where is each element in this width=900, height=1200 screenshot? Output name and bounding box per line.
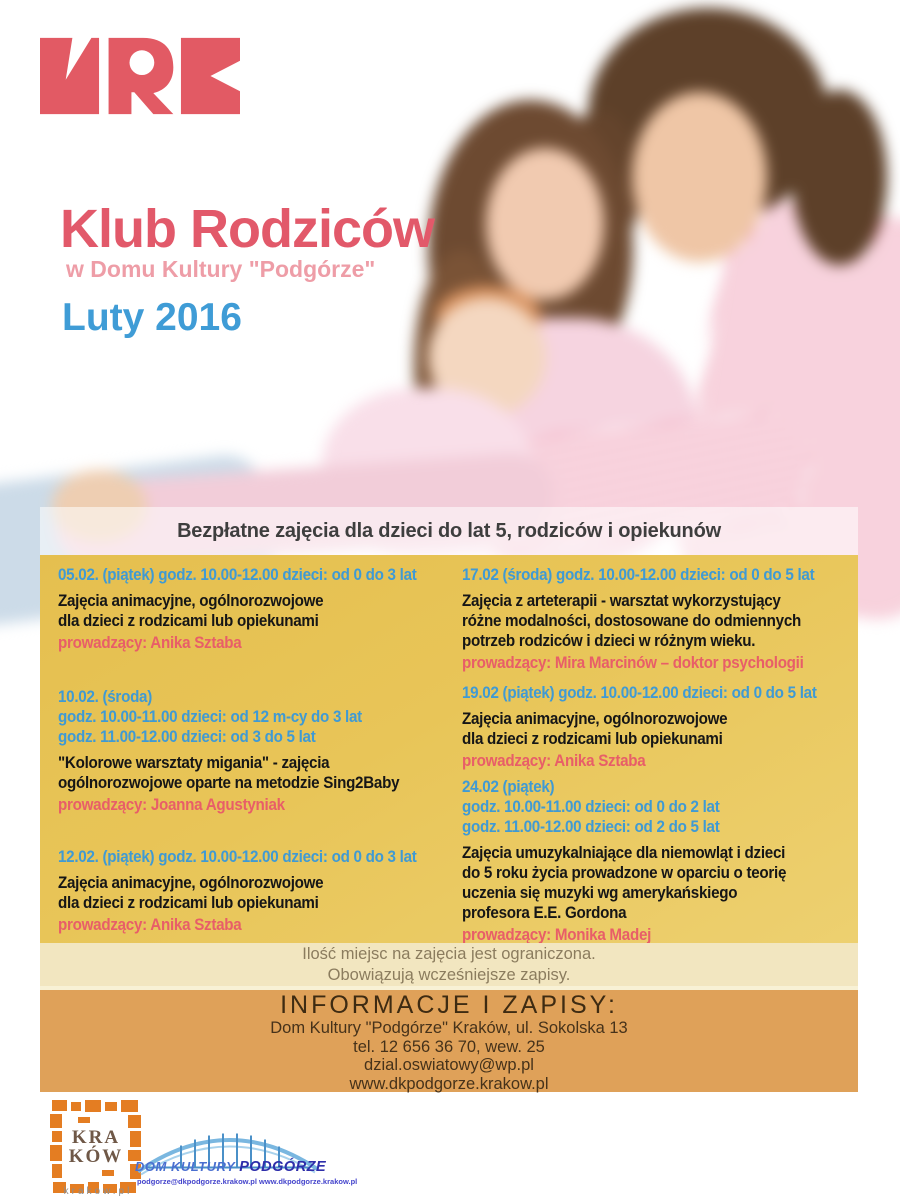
schedule-date: 24.02 (piątek) bbox=[462, 778, 555, 796]
schedule-leader: prowadzący: Anika Sztaba bbox=[58, 634, 242, 652]
schedule-desc: Zajęcia animacyjne, ogólnorozwojowe bbox=[462, 710, 728, 728]
schedule-leader: prowadzący: Anika Sztaba bbox=[58, 916, 242, 934]
schedule-desc: dla dzieci z rodzicami lub opiekunami bbox=[462, 730, 723, 748]
contact-address: Dom Kultury "Podgórze" Kraków, ul. Sokolska 13 bbox=[270, 1019, 628, 1037]
schedule-section bbox=[40, 555, 858, 943]
notes-line-2: Obowiązują wcześniejsze zapisy. bbox=[327, 965, 571, 984]
notes-line-1: Ilość miejsc na zajęcia jest ograniczona. bbox=[302, 944, 596, 963]
krk-logo bbox=[40, 33, 240, 119]
schedule-item-1202 bbox=[58, 847, 458, 935]
schedule-desc: Zajęcia animacyjne, ogólnorozwojowe bbox=[58, 874, 324, 892]
schedule-date: godz. 11.00-12.00 dzieci: od 2 do 5 lat bbox=[462, 818, 720, 836]
contact-section bbox=[40, 990, 858, 1092]
schedule-date: godz. 10.00-11.00 dzieci: od 12 m-cy do 3 lat bbox=[58, 708, 362, 726]
contact-website: www.dkpodgorze.krakow.pl bbox=[349, 1074, 549, 1093]
schedule-desc: ogólnorozwojowe oparte na metodzie Sing2Baby bbox=[58, 774, 400, 792]
schedule-column-right bbox=[462, 565, 858, 943]
schedule-date: 12.02. (piątek) godz. 10.00-12.00 dzieci: od 0 do 3 lat bbox=[58, 848, 417, 866]
notes-strip bbox=[40, 943, 858, 990]
photo-shape-mother-face bbox=[486, 148, 604, 300]
schedule-item-2402 bbox=[462, 777, 858, 943]
page-title: Klub Rodziców bbox=[60, 199, 434, 259]
schedule-desc: dla dzieci z rodzicami lub opiekunami bbox=[58, 612, 319, 630]
dkp-logo-contacts: podgorze@dkpodgorze.krakow.pl www.dkpodgorze.krakow.pl bbox=[137, 1177, 358, 1186]
schedule-date: 19.02 (piątek) godz. 10.00-12.00 dzieci: od 0 do 5 lat bbox=[462, 684, 817, 702]
schedule-date: godz. 11.00-12.00 dzieci: od 3 do 5 lat bbox=[58, 728, 316, 746]
schedule-leader: prowadzący: Monika Madej bbox=[462, 926, 652, 943]
contact-phone: tel. 12 656 36 70, wew. 25 bbox=[353, 1037, 545, 1056]
schedule-desc: potrzeb rodziców i dzieci w różnym wieku. bbox=[462, 632, 756, 650]
schedule-date: godz. 10.00-11.00 dzieci: od 0 do 2 lat bbox=[462, 798, 720, 816]
krakow-logo-caption: krakow.pl bbox=[63, 1186, 133, 1197]
schedule-desc: Zajęcia z arteterapii - warsztat wykorzystujący bbox=[462, 592, 781, 610]
schedule-date: 17.02 (środa) godz. 10.00-12.00 dzieci: od 0 do 5 lat bbox=[462, 566, 815, 584]
dkp-logo-name-part2: PODGÓRZE bbox=[239, 1159, 327, 1175]
schedule-desc: "Kolorowe warsztaty migania" - zajęcia bbox=[58, 754, 330, 772]
page-subtitle: w Domu Kultury "Podgórze" bbox=[66, 256, 376, 282]
dkp-logo-name bbox=[135, 1158, 335, 1176]
krakow-logo bbox=[50, 1100, 142, 1198]
schedule-leader: prowadzący: Mira Marcinów – doktor psychologii bbox=[462, 654, 804, 672]
schedule-desc: dla dzieci z rodzicami lub opiekunami bbox=[58, 894, 319, 912]
schedule-date: 10.02. (środa) bbox=[58, 688, 153, 706]
schedule-item-0502 bbox=[58, 565, 458, 653]
schedule-item-1902 bbox=[462, 683, 858, 771]
free-classes-banner bbox=[40, 507, 858, 555]
photo-shape-father-hair bbox=[792, 90, 887, 265]
schedule-desc: uczenia się muzyki wg amerykańskiego bbox=[462, 884, 738, 902]
schedule-desc: Zajęcia animacyjne, ogólnorozwojowe bbox=[58, 592, 324, 610]
schedule-item-1002 bbox=[58, 687, 458, 815]
contact-email: dzial.oswiatowy@wp.pl bbox=[364, 1056, 534, 1074]
dkp-logo-name-part1: DOM KULTURY bbox=[135, 1159, 240, 1174]
schedule-date: 05.02. (piątek) godz. 10.00-12.00 dzieci: od 0 do 3 lat bbox=[58, 566, 417, 584]
schedule-desc: Zajęcia umuzykalniające dla niemowląt i dzieci bbox=[462, 844, 786, 862]
krakow-logo-text-1: KRA bbox=[71, 1127, 121, 1148]
month-label: Luty 2016 bbox=[62, 296, 242, 339]
schedule-item-1702 bbox=[462, 565, 858, 673]
schedule-leader: prowadzący: Anika Sztaba bbox=[462, 752, 646, 770]
contact-heading: INFORMACJE I ZAPISY: bbox=[280, 991, 618, 1019]
krakow-logo-text-2: KÓW bbox=[68, 1146, 124, 1167]
schedule-desc: różne modalności, dostosowane do odmiennych bbox=[462, 612, 802, 630]
schedule-desc: profesora E.E. Gordona bbox=[462, 904, 627, 922]
photo-shape-father-face bbox=[632, 92, 767, 262]
banner-text: Bezpłatne zajęcia dla dzieci do lat 5, rodziców i opiekunów bbox=[177, 519, 721, 542]
schedule-leader: prowadzący: Joanna Agustyniak bbox=[58, 796, 285, 814]
schedule-column-left bbox=[58, 565, 458, 935]
schedule-desc: do 5 roku życia prowadzone w oparciu o teorię bbox=[462, 864, 787, 882]
